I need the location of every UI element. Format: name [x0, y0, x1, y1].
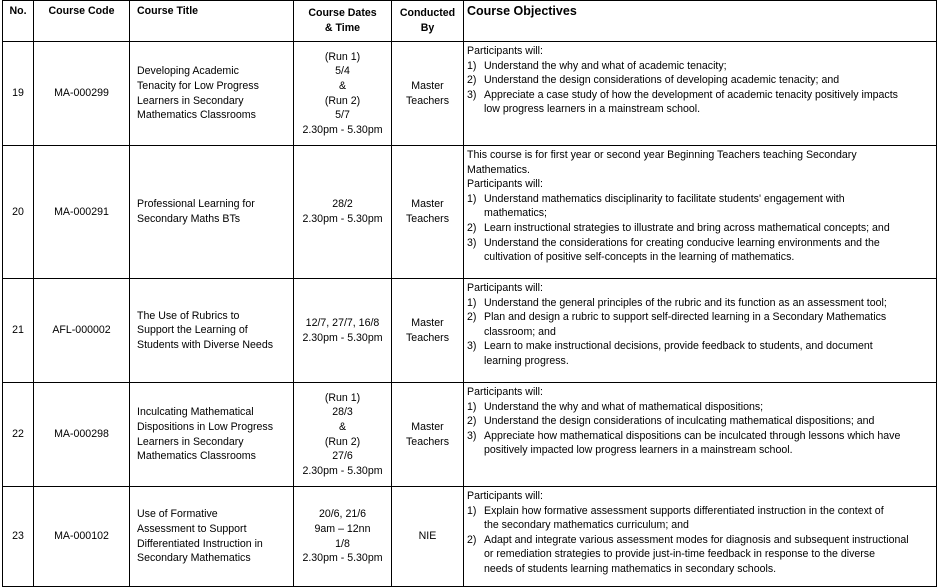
objective-item [467, 429, 932, 458]
objectives-list [467, 296, 932, 369]
conducted-by-line: Master [411, 316, 444, 329]
course-dates-line: & [338, 79, 347, 92]
objective-item [467, 339, 932, 368]
course-dates-line: 28/2 [332, 198, 353, 211]
objective-number: 3) [467, 236, 477, 249]
course-title-line: The Use of Rubrics to [137, 309, 240, 322]
objective-number: 1) [467, 192, 477, 205]
course-title-line: Tenacity for Low Progress [137, 79, 259, 92]
course-objectives [464, 42, 937, 146]
conducted-by [392, 383, 464, 487]
course-title-line: Students with Diverse Needs [137, 338, 274, 351]
objective-number: 2) [467, 415, 477, 428]
objective-text-line: positively impacted low progress learners in a mainstream school. [484, 444, 793, 457]
course-title-line: Mathematics Classrooms [137, 450, 256, 463]
objective-text-line: mathematics; [484, 207, 547, 220]
conducted-by-line: Teachers [406, 331, 449, 344]
objectives-list [467, 59, 932, 117]
course-dates-line: 2.30pm - 5.30pm [302, 331, 383, 344]
course-title-line: Use of Formative [137, 508, 218, 521]
course-objectives [464, 279, 937, 383]
objective-text-line: Learn instructional strategies to illustrate and bring across mathematical concepts; and [484, 221, 890, 234]
header-dates-line-1: Course Dates [308, 7, 377, 20]
course-dates-line: (Run 1) [324, 391, 361, 404]
header-course-code: Course Code [34, 1, 130, 42]
objective-item [467, 221, 932, 236]
objective-text-line: learning progress. [484, 354, 569, 367]
course-number: 19 [3, 42, 34, 146]
course-rows [3, 42, 937, 587]
objective-text-line: low progress learners in a mainstream school. [484, 103, 701, 116]
conducted-by [392, 487, 464, 587]
table-row [3, 42, 937, 146]
course-dates-line: 2.30pm - 5.30pm [302, 123, 383, 136]
course-code: MA-000298 [34, 383, 130, 487]
objective-text-line: Understand the general principles of the rubric and its function as an assessment tool; [484, 296, 887, 309]
objective-text-line: Adapt and integrate various assessment modes for diagnosis and subsequent instructional [484, 533, 909, 546]
conducted-by [392, 279, 464, 383]
course-dates-line: (Run 2) [324, 435, 361, 448]
objective-text-line: or remediation strategies to provide just-in-time feedback in response to the diverse [484, 548, 875, 561]
course-title-line: Dispositions in Low Progress [137, 420, 274, 433]
objective-number: 2) [467, 311, 477, 324]
course-title-line: Learners in Secondary [137, 94, 244, 107]
header-no: No. [3, 1, 34, 42]
objective-number: 1) [467, 400, 477, 413]
header-course-objectives: Course Objectives [464, 1, 937, 42]
conducted-by-line: Master [411, 79, 444, 92]
table-row [3, 383, 937, 487]
objective-item [467, 88, 932, 117]
objective-item [467, 59, 932, 74]
course-title-line: Support the Learning of [137, 324, 248, 337]
header-by-line-1: Conducted [399, 7, 456, 20]
conducted-by-line: Teachers [406, 94, 449, 107]
course-title-line: Learners in Secondary [137, 435, 244, 448]
objectives-intro-line: This course is for first year or second year Beginning Teachers teaching Secondary [467, 149, 857, 161]
objective-text-line: Understand the considerations for creating conducive learning environments and the [484, 236, 880, 249]
course-code: MA-000102 [34, 487, 130, 587]
conducted-by-line: Master [411, 198, 444, 211]
objective-number: 2) [467, 221, 477, 234]
header-row [3, 1, 937, 42]
course-title-line: Secondary Maths BTs [137, 213, 241, 225]
objective-number: 3) [467, 340, 477, 353]
objective-number: 1) [467, 296, 477, 309]
objective-number: 1) [467, 504, 477, 517]
objective-number: 1) [467, 59, 477, 72]
course-dates-line: 20/6, 21/6 [318, 508, 367, 521]
objective-text-line: Explain how formative assessment supports differentiated instruction in the context of [484, 504, 884, 517]
objective-item [467, 414, 932, 429]
objectives-list [467, 192, 932, 265]
course-title-line: Secondary Mathematics [137, 552, 251, 565]
objective-number: 3) [467, 429, 477, 442]
objectives-intro-line: Participants will: [467, 282, 543, 294]
course-dates-line: 27/6 [332, 450, 353, 463]
course-dates-line: 1/8 [335, 537, 350, 550]
course-dates-line: 12/7, 27/7, 16/8 [305, 316, 380, 329]
objectives-intro-line: Participants will: [467, 178, 543, 191]
objective-text-line: cultivation of positive self-concepts in the learning of mathematics. [484, 251, 795, 264]
objective-text-line: Learn to make instructional decisions, provide feedback to students, and document [484, 340, 873, 353]
objective-item [467, 73, 932, 88]
course-dates [294, 42, 392, 146]
objectives-intro-line: Participants will: [467, 45, 543, 57]
objective-text-line: the secondary mathematics curriculum; and [484, 519, 689, 532]
course-code: AFL-000002 [34, 279, 130, 383]
objectives-intro-line: Mathematics. [467, 163, 530, 176]
header-dates-line-2: & Time [324, 22, 361, 34]
conducted-by [392, 146, 464, 279]
objective-number: 3) [467, 88, 477, 101]
course-title-line: Differentiated Instruction in [137, 537, 263, 550]
course-code: MA-000299 [34, 42, 130, 146]
course-title-line: Developing Academic [137, 65, 239, 78]
objectives-list [467, 400, 932, 458]
course-number: 23 [3, 487, 34, 587]
objective-text-line: needs of students learning mathematics in secondary schools. [484, 562, 777, 575]
course-objectives [464, 146, 937, 279]
course-dates-line: 5/4 [335, 65, 350, 78]
course-dates-line: (Run 1) [324, 50, 361, 63]
course-code: MA-000291 [34, 146, 130, 279]
course-title-line: Professional Learning for [137, 198, 255, 211]
course-number: 21 [3, 279, 34, 383]
course-objectives [464, 383, 937, 487]
course-dates [294, 146, 392, 279]
course-dates [294, 487, 392, 587]
course-title [130, 279, 294, 383]
objective-item [467, 400, 932, 415]
objective-text-line: Appreciate a case study of how the development of academic tenacity positively impacts [484, 88, 898, 101]
course-dates [294, 383, 392, 487]
objective-item [467, 236, 932, 265]
conducted-by-line: NIE [418, 530, 437, 543]
course-dates-line: 2.30pm - 5.30pm [302, 552, 383, 565]
course-number: 20 [3, 146, 34, 279]
course-dates-line: & [338, 420, 347, 433]
objective-number: 2) [467, 74, 477, 87]
course-number: 22 [3, 383, 34, 487]
objective-item [467, 504, 932, 533]
objective-text-line: Understand the design considerations of inculcating mathematical dispositions; and [484, 415, 875, 428]
objective-item [467, 533, 932, 577]
table-row [3, 146, 937, 279]
course-title [130, 146, 294, 279]
objective-text-line: Understand the why and what of mathematical dispositions; [484, 400, 764, 413]
objective-number: 2) [467, 533, 477, 546]
objective-item [467, 192, 932, 221]
objective-text-line: Understand the design considerations of developing academic tenacity; and [484, 74, 840, 87]
conducted-by-line: Teachers [406, 435, 449, 448]
header-course-title: Course Title [130, 1, 294, 42]
course-dates-line: 2.30pm - 5.30pm [302, 464, 383, 477]
header-conducted-by [392, 1, 464, 42]
objectives-intro-line: Participants will: [467, 386, 543, 398]
course-title-line: Inculcating Mathematical [137, 406, 254, 419]
course-title-line: Mathematics Classrooms [137, 109, 256, 122]
course-objectives [464, 487, 937, 587]
objective-text-line: Understand the why and what of academic tenacity; [484, 59, 727, 72]
conducted-by [392, 42, 464, 146]
course-dates-line: 2.30pm - 5.30pm [302, 213, 383, 225]
course-dates-line: 9am – 12nn [314, 522, 371, 535]
objective-text-line: classroom; and [484, 325, 556, 338]
course-title [130, 383, 294, 487]
objective-item [467, 296, 932, 311]
course-dates [294, 279, 392, 383]
course-title [130, 487, 294, 587]
header-course-dates [294, 1, 392, 42]
course-table [2, 0, 937, 587]
course-dates-line: 5/7 [335, 109, 350, 122]
conducted-by-line: Master [411, 420, 444, 433]
course-dates-line: (Run 2) [324, 94, 361, 107]
objective-text-line: Understand mathematics disciplinarity to facilitate students' engagement with [484, 192, 845, 205]
objectives-list [467, 504, 932, 577]
conducted-by-line: Teachers [406, 213, 449, 225]
objectives-intro-line: Participants will: [467, 490, 543, 502]
objective-text-line: Appreciate how mathematical dispositions can be inculcated through lessons which have [484, 429, 901, 442]
objective-item [467, 310, 932, 339]
header-by-line-2: By [420, 22, 435, 34]
table-row [3, 279, 937, 383]
table-row [3, 487, 937, 587]
objective-text-line: Plan and design a rubric to support self-directed learning in a Secondary Mathematics [484, 311, 887, 324]
course-title-line: Assessment to Support [137, 522, 247, 535]
course-title [130, 42, 294, 146]
course-dates-line: 28/3 [332, 406, 353, 419]
